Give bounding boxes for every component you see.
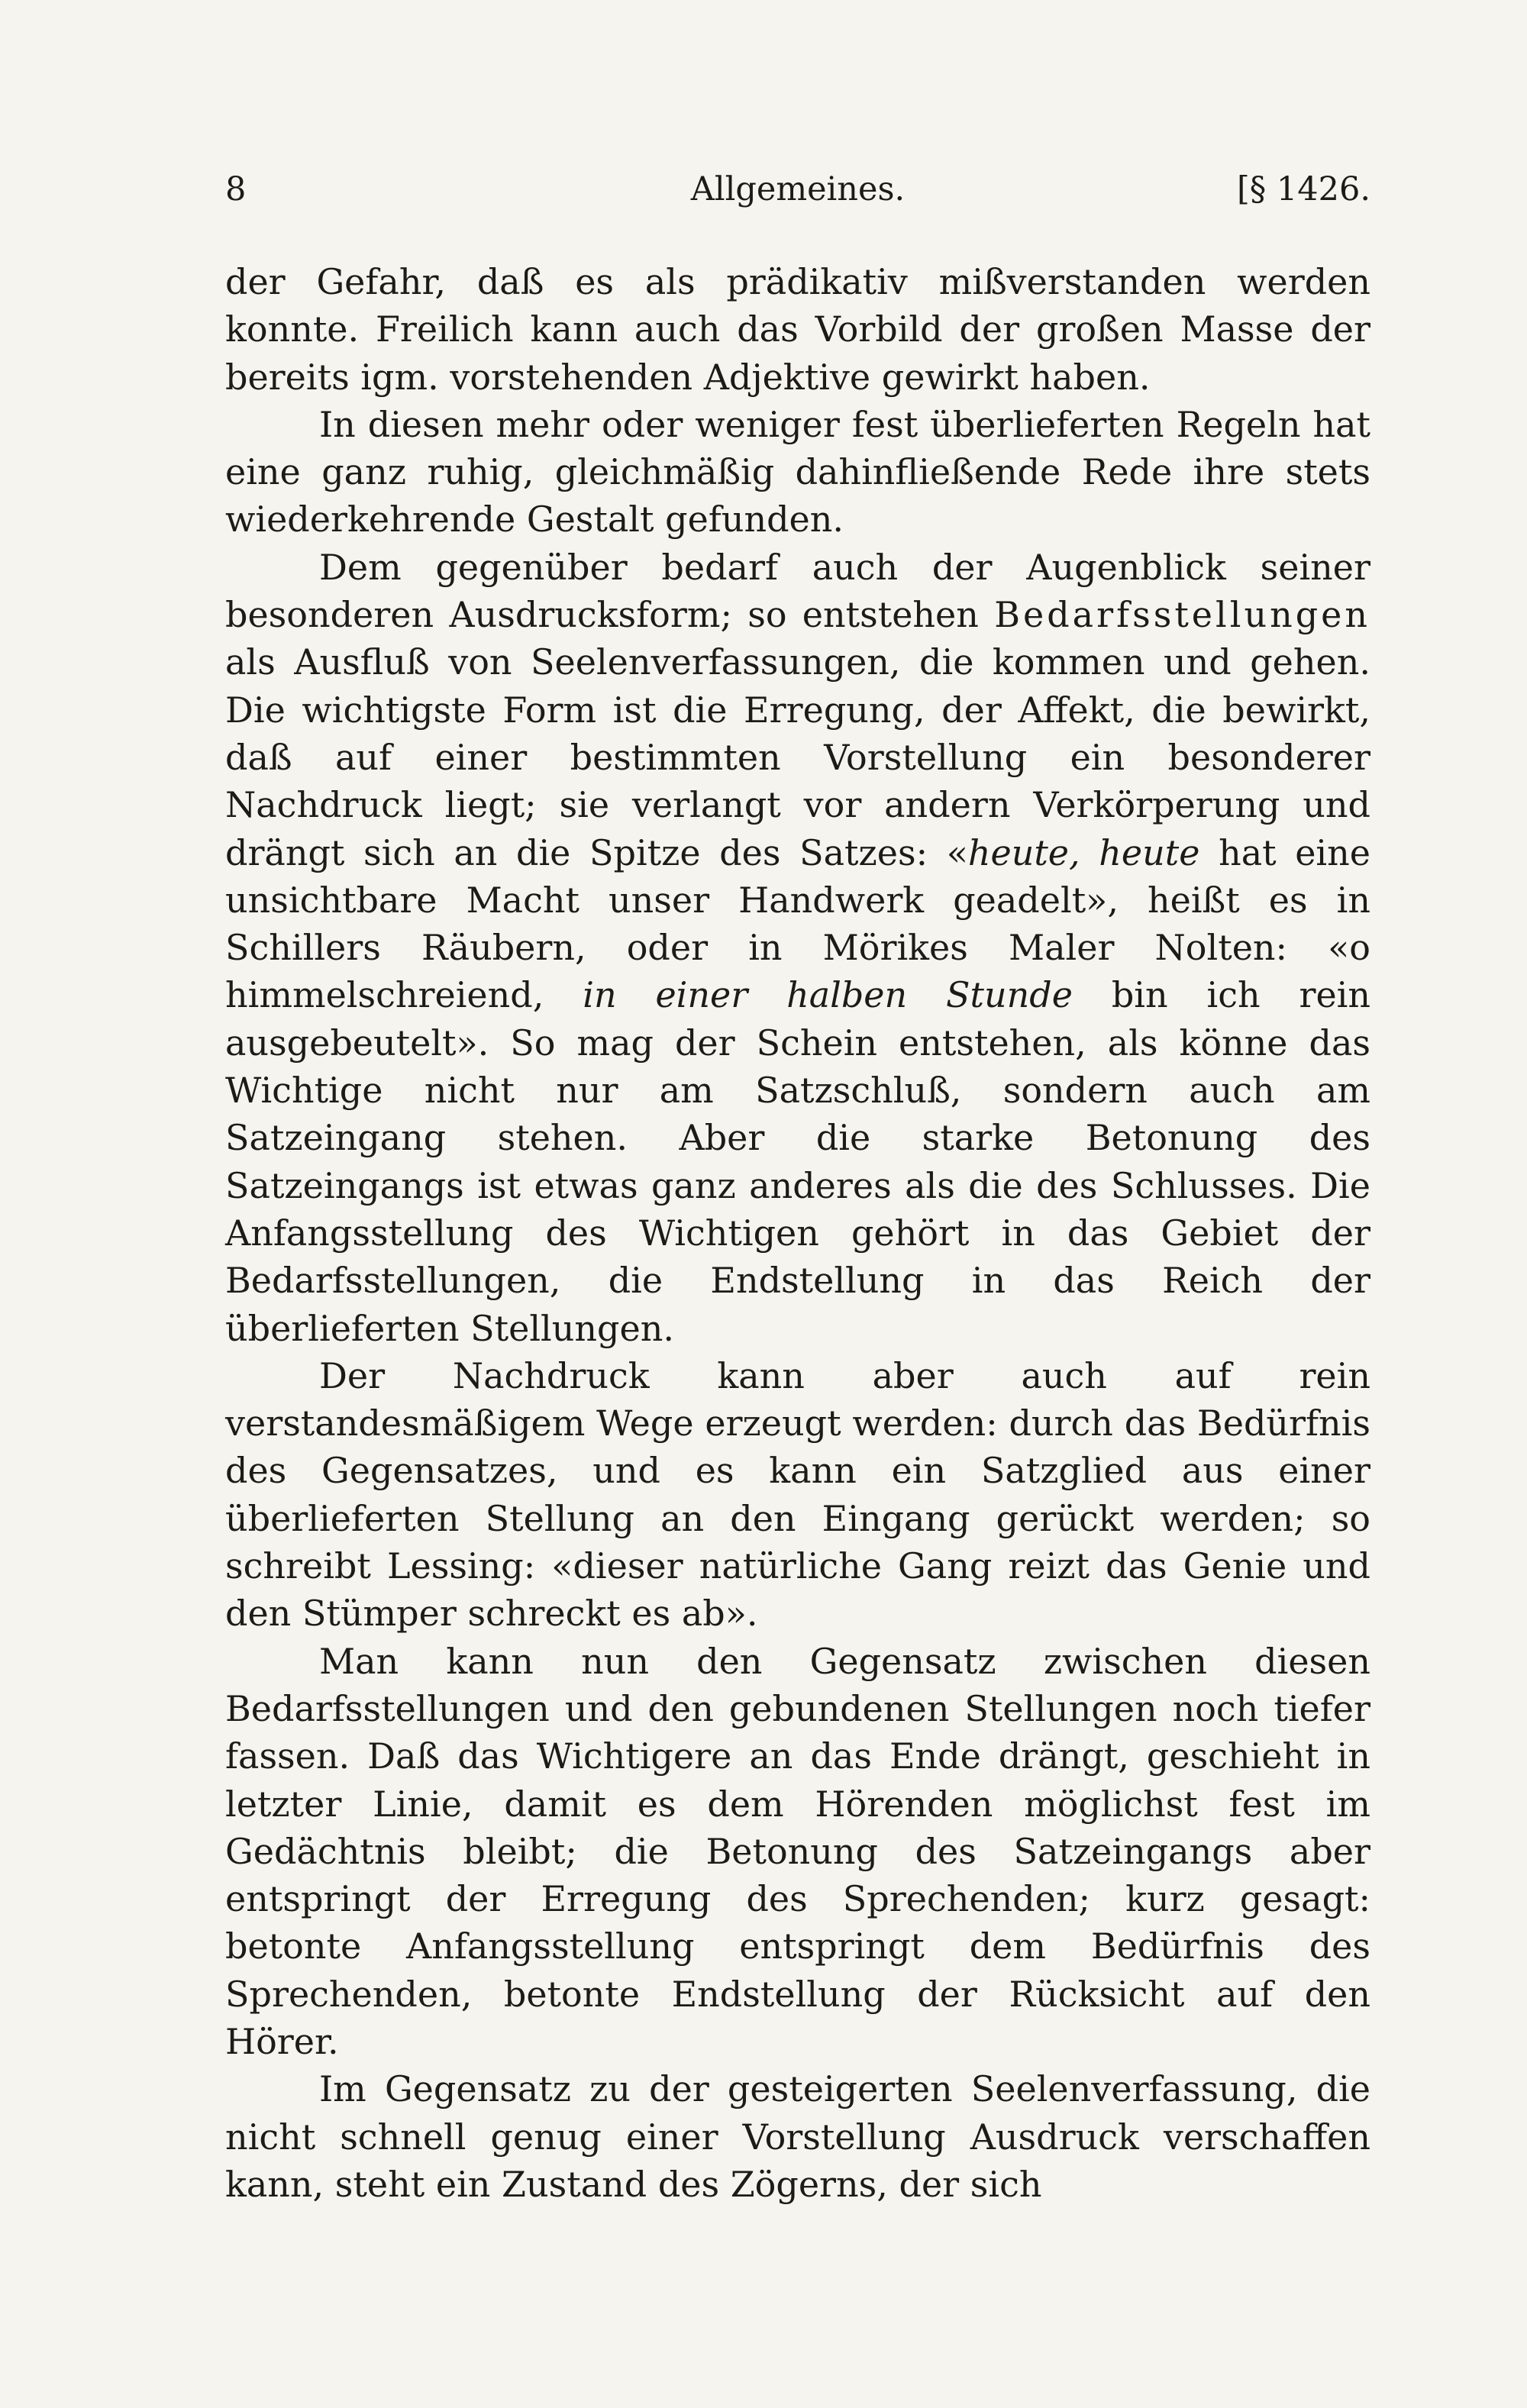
page-number: 8: [225, 170, 247, 208]
paragraph-4: Der Nachdruck kann aber auch auf rein verstandesmäßigem Wege erzeugt werden: durch das Bedürfnis des Gegensatzes, und es kann ein Satzglied aus einer überlieferten Stellung an den Eingang gerückt werden; so schreibt Lessing: «dieser natürliche Gang reizt das Genie und den Stümper schreckt es ab».: [225, 1354, 1370, 1635]
paragraph-3: [225, 544, 1370, 1352]
paragraph-3-text-e: hat eine unsichtbare Macht unser Handwerk geadelt», heißt es in Schillers Räubern, oder in Mörikes Maler Nolten: «o himmelschreiend,: [225, 831, 1370, 1016]
quote-emphasis-heute: heute, heute: [967, 831, 1200, 873]
body-text: [225, 258, 1370, 2208]
paragraph-3-text-a: Dem gegenüber bedarf auch der Augenblick seiner besonderen Ausdrucksform; so entstehen: [225, 546, 1370, 636]
paragraph-1: der Gefahr, daß es als prädikativ mißverstanden werden konnte. Freilich kann auch das Vorbild der großen Masse der bereits igm. vorstehenden Adjektive gewirkt haben.: [225, 261, 1370, 398]
term-bedarfsstellungen: Bedarfsstellungen: [994, 594, 1370, 636]
paragraph-6: Im Gegensatz zu der gesteigerten Seelenverfassung, die nicht schnell genug einer Vorstellung Ausdruck verschaffen kann, steht ein Zustand des Zögerns, der sich: [225, 2068, 1370, 2205]
running-title: Allgemeines.: [690, 170, 906, 208]
quote-emphasis-halben-stunde: in einer halben Stunde: [583, 974, 1073, 1016]
running-header: [225, 166, 1370, 212]
paragraph-3-text-g: bin ich rein ausgebeutelt». So mag der Schein entstehen, als könne das Wichtige nicht nur am Satzschluß, sondern auch am Satzeingang stehen. Aber die starke Betonung des Satzeingangs ist etwas ganz anderes als die des Schlusses. Die Anfangsstellung des Wichtigen gehört in das Gebiet der Bedarfsstellungen, die Endstellung in das Reich der überlieferten Stellungen.: [225, 974, 1371, 1349]
paragraph-2: In diesen mehr oder weniger fest überlieferten Regeln hat eine ganz ruhig, gleichmäßig dahinfließende Rede ihre stets wiederkehrende Gestalt gefunden.: [225, 403, 1370, 541]
paragraph-3-text-c: als Ausfluß von Seelenverfassungen, die kommen und gehen. Die wichtigste Form ist die Erregung, der Affekt, die bewirkt, daß auf einer bestimmten Vorstellung ein besonderer Nachdruck liegt; sie verlangt vor andern Verkörperung und drängt sich an die Spitze des Satzes: «: [225, 641, 1370, 873]
section-marker: [§ 1426.: [1236, 170, 1370, 208]
paragraph-5: Man kann nun den Gegensatz zwischen diesen Bedarfsstellungen und den gebundenen Stellungen noch tiefer fassen. Daß das Wichtigere an das Ende drängt, geschieht in letzter Linie, damit es dem Hörenden möglichst fest im Gedächtnis bleibt; die Betonung des Satzeingangs aber entspringt der Erregung des Sprechenden; kurz gesagt: betonte Anfangsstellung entspringt dem Bedürfnis des Sprechenden, betonte Endstellung der Rücksicht auf den Hörer.: [225, 1640, 1370, 2062]
